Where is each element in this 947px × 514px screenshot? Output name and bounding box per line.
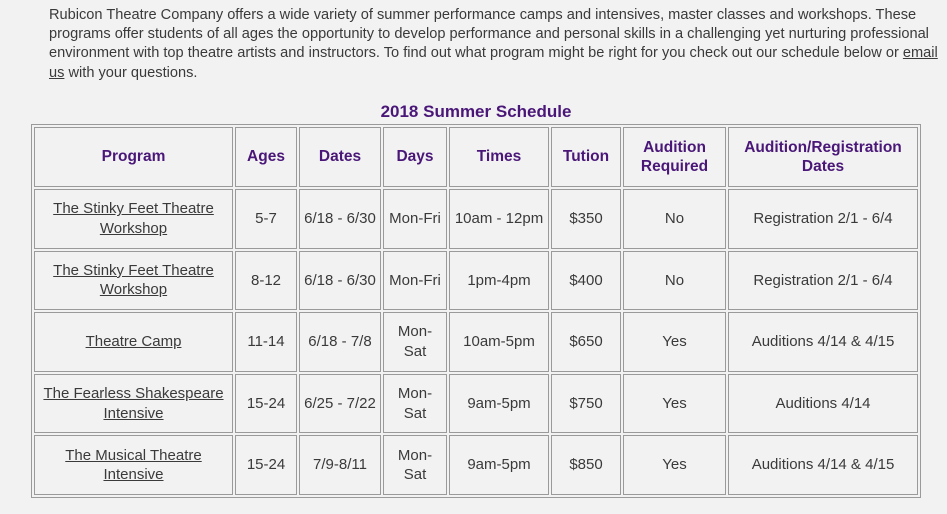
- header-audition-registration-dates: Audition/Registration Dates: [728, 127, 918, 187]
- program-link[interactable]: The Stinky Feet Theatre Workshop: [53, 200, 214, 237]
- tuition-cell: $350: [551, 189, 621, 249]
- ages-cell: 15-24: [235, 435, 297, 495]
- header-program: Program: [34, 127, 233, 187]
- table-header-row: [34, 127, 918, 187]
- ages-cell: 8-12: [235, 251, 297, 311]
- dates-cell: 6/18 - 6/30: [299, 251, 381, 311]
- registration-dates-cell: Registration 2/1 - 6/4: [728, 251, 918, 311]
- program-cell: [34, 189, 233, 249]
- audition-cell: Yes: [623, 435, 726, 495]
- header-audition-required: Audition Required: [623, 127, 726, 187]
- registration-dates-cell: Auditions 4/14 & 4/15: [728, 312, 918, 372]
- header-days: Days: [383, 127, 447, 187]
- header-times: Times: [449, 127, 549, 187]
- audition-cell: Yes: [623, 374, 726, 434]
- schedule-table: [31, 124, 921, 498]
- program-cell: [34, 312, 233, 372]
- tuition-cell: $400: [551, 251, 621, 311]
- schedule-title: 2018 Summer Schedule: [380, 102, 572, 121]
- intro-paragraph: [49, 6, 941, 83]
- ages-cell: 5-7: [235, 189, 297, 249]
- program-link[interactable]: Theatre Camp: [85, 333, 182, 351]
- dates-cell: 6/18 - 7/8: [299, 312, 381, 372]
- audition-cell: No: [623, 251, 726, 311]
- program-link[interactable]: The Musical Theatre Intensive: [65, 446, 202, 484]
- program-cell: [34, 435, 233, 495]
- email-us-link[interactable]: email us: [49, 45, 938, 81]
- tuition-cell: $750: [551, 374, 621, 434]
- times-cell: 9am-5pm: [449, 374, 549, 434]
- ages-cell: 15-24: [235, 374, 297, 434]
- table-row: [34, 189, 918, 249]
- intro-text: Rubicon Theatre Company offers a wide variety of summer performance camps and intensives, master classes and workshops. These programs offer students of all ages the opportunity to develop performance and personal skills in a challenging yet nurturing professional environment with top theatre artists and instructors. To find out what program might be right for you check out our schedule below or: [49, 7, 929, 62]
- dates-cell: 7/9-8/11: [299, 435, 381, 495]
- header-ages: Ages: [235, 127, 297, 187]
- ages-cell: 11-14: [235, 312, 297, 372]
- header-tuition: Tution: [551, 127, 621, 187]
- days-cell: Mon-Sat: [383, 312, 447, 372]
- tuition-cell: $850: [551, 435, 621, 495]
- times-cell: 1pm-4pm: [449, 251, 549, 311]
- audition-cell: Yes: [623, 312, 726, 372]
- audition-cell: No: [623, 189, 726, 249]
- registration-dates-cell: Registration 2/1 - 6/4: [728, 189, 918, 249]
- table-row: [34, 374, 918, 434]
- tuition-cell: $650: [551, 312, 621, 372]
- registration-dates-cell: Auditions 4/14: [728, 374, 918, 434]
- table-row: [34, 251, 918, 311]
- table-row: [34, 435, 918, 495]
- program-link[interactable]: The Stinky Feet Theatre Workshop: [53, 261, 214, 299]
- table-row: [34, 312, 918, 372]
- program-link[interactable]: The Fearless Shakespeare Intensive: [43, 385, 224, 422]
- dates-cell: 6/25 - 7/22: [299, 374, 381, 434]
- intro-text-end: with your questions.: [64, 64, 198, 81]
- times-cell: 9am-5pm: [449, 435, 549, 495]
- times-cell: 10am - 12pm: [449, 189, 549, 249]
- days-cell: Mon-Fri: [383, 251, 447, 311]
- program-cell: [34, 374, 233, 434]
- days-cell: Mon-Sat: [383, 435, 447, 495]
- dates-cell: 6/18 - 6/30: [299, 189, 381, 249]
- header-dates: Dates: [299, 127, 381, 187]
- times-cell: 10am-5pm: [449, 312, 549, 372]
- days-cell: Mon-Fri: [383, 189, 447, 249]
- registration-dates-cell: Auditions 4/14 & 4/15: [728, 435, 918, 495]
- program-cell: [34, 251, 233, 311]
- days-cell: Mon-Sat: [383, 374, 447, 434]
